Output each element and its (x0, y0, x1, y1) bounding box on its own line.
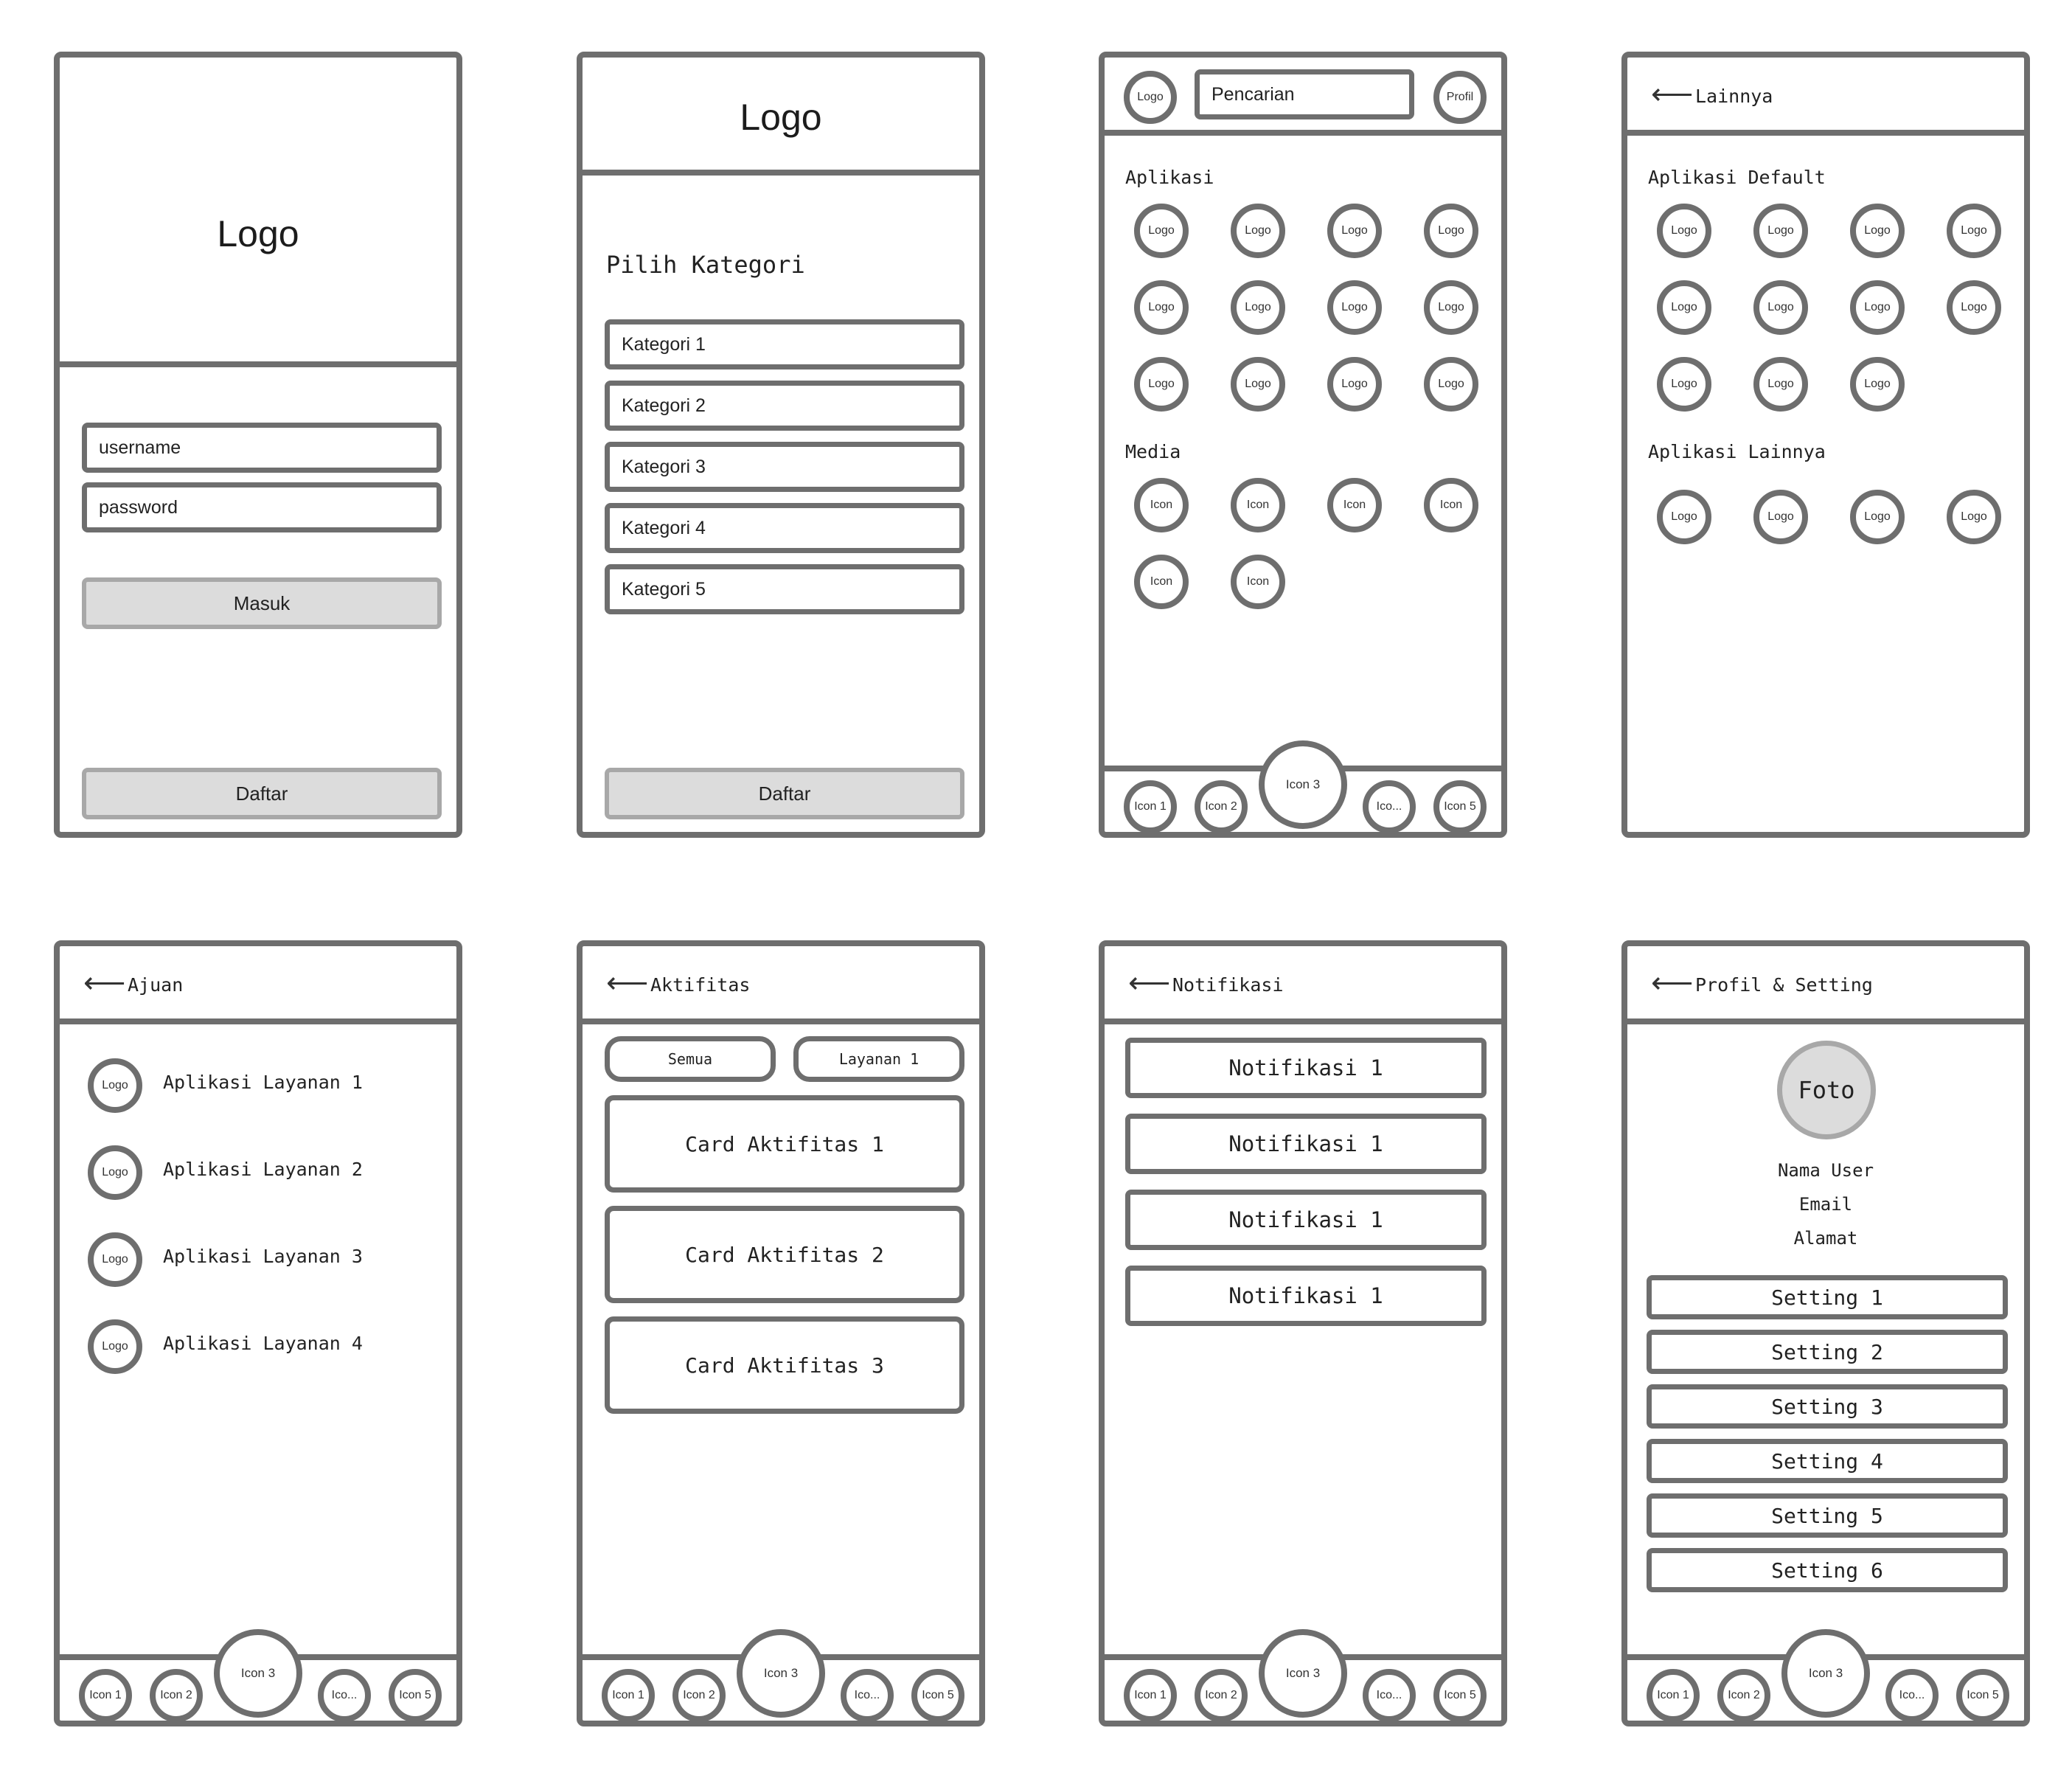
app-logo-icon[interactable]: Logo (1753, 490, 1808, 544)
app-logo-icon[interactable]: Logo (1134, 357, 1189, 412)
app-logo: Logo (217, 213, 299, 254)
profile-screen (1621, 940, 2030, 1726)
setting-label: Setting 1 (1771, 1285, 1883, 1310)
app-logo-icon[interactable]: Logo (1327, 357, 1382, 412)
category-label: Kategori 3 (622, 456, 706, 477)
nav-icon-5[interactable]: Icon 5 (1956, 1669, 2009, 1722)
filter-service-chip[interactable] (793, 1036, 964, 1082)
page-title: Lainnya (1695, 86, 1773, 107)
setting-label: Setting 6 (1771, 1558, 1883, 1583)
nav-icon-1[interactable]: Icon 1 (79, 1669, 132, 1722)
filter-service-label: Layanan 1 (838, 1050, 919, 1068)
nav-icon-5[interactable]: Icon 5 (911, 1669, 964, 1722)
filter-all-label: Semua (667, 1050, 713, 1068)
nav-icon-2[interactable]: Icon 2 (1195, 780, 1248, 833)
nav-icon-2[interactable]: Icon 2 (1717, 1669, 1770, 1722)
category-item-5[interactable] (605, 564, 964, 614)
category-item-2[interactable] (605, 381, 964, 431)
submission-screen (54, 940, 462, 1726)
user-name: Nama User (1777, 1160, 1874, 1181)
app-logo-icon[interactable]: Logo (1850, 204, 1905, 258)
category-label: Kategori 1 (622, 333, 706, 355)
app-logo-icon[interactable]: Logo (1424, 357, 1478, 412)
category-label: Kategori 5 (622, 578, 706, 600)
app-logo-icon[interactable]: Logo (1657, 280, 1711, 335)
nav-icon-1[interactable]: Icon 1 (1124, 780, 1177, 833)
setting-item-5[interactable] (1647, 1493, 2008, 1538)
service-item-4[interactable]: Aplikasi Layanan 4 (163, 1333, 363, 1354)
user-email: Email (1798, 1194, 1853, 1215)
service-logo-icon: Logo (88, 1145, 142, 1200)
back-arrow-icon[interactable]: ⟵ (1128, 967, 1171, 999)
setting-label: Setting 2 (1771, 1339, 1883, 1364)
app-logo-icon[interactable]: Logo (1231, 204, 1285, 258)
setting-item-2[interactable] (1647, 1330, 2008, 1374)
service-item-1[interactable]: Aplikasi Layanan 1 (163, 1072, 363, 1093)
nav-icon-1[interactable]: Icon 1 (1647, 1669, 1700, 1722)
service-item-2[interactable]: Aplikasi Layanan 2 (163, 1159, 363, 1180)
setting-label: Setting 5 (1771, 1503, 1883, 1528)
app-logo-icon[interactable]: Logo (1850, 490, 1905, 544)
nav-icon-5[interactable]: Icon 5 (389, 1669, 442, 1722)
app-logo-icon[interactable]: Logo (1850, 280, 1905, 335)
nav-icon-4[interactable]: Ico... (1885, 1669, 1939, 1722)
activity-card-1[interactable] (605, 1095, 964, 1193)
app-logo-icon[interactable]: Logo (1231, 357, 1285, 412)
service-logo-icon: Logo (88, 1058, 142, 1113)
nav-icon-4[interactable]: Ico... (1363, 780, 1416, 833)
other-apps-title: Aplikasi Lainnya (1648, 441, 1826, 462)
avatar-label: Foto (1798, 1076, 1855, 1104)
setting-label: Setting 4 (1771, 1448, 1883, 1474)
app-logo-icon[interactable]: Logo (1753, 204, 1808, 258)
page-title: Aktifitas (650, 974, 751, 996)
back-arrow-icon[interactable]: ⟵ (606, 967, 649, 999)
setting-item-1[interactable] (1647, 1275, 2008, 1319)
app-logo-icon[interactable]: Logo (1327, 280, 1382, 335)
nav-icon-4[interactable]: Ico... (318, 1669, 371, 1722)
category-item-3[interactable] (605, 442, 964, 492)
service-logo-icon: Logo (88, 1232, 142, 1287)
search-input[interactable] (1195, 69, 1414, 119)
nav-icon-2[interactable]: Icon 2 (150, 1669, 203, 1722)
nav-icon-1[interactable]: Icon 1 (602, 1669, 655, 1722)
app-logo-icon[interactable]: Logo (1850, 357, 1905, 412)
service-logo-icon: Logo (88, 1319, 142, 1374)
notification-label: Notifikasi 1 (1228, 1207, 1383, 1232)
header-divider (60, 1018, 456, 1024)
setting-item-6[interactable] (1647, 1548, 2008, 1592)
app-logo-icon[interactable]: Logo (1424, 204, 1478, 258)
category-label: Kategori 2 (622, 395, 706, 416)
page-title: Ajuan (128, 974, 184, 996)
more-screen (1621, 52, 2030, 838)
notification-screen (1099, 940, 1507, 1726)
media-icon[interactable]: Icon (1231, 555, 1285, 609)
app-logo-icon[interactable]: Logo (1327, 204, 1382, 258)
back-arrow-icon[interactable]: ⟵ (83, 967, 126, 999)
logo-icon: Logo (1124, 71, 1177, 124)
home-screen (1099, 52, 1507, 838)
app-logo-icon[interactable]: Logo (1753, 280, 1808, 335)
search-placeholder: Pencarian (1211, 83, 1295, 105)
nav-icon-3[interactable]: Icon 3 (214, 1629, 302, 1718)
header-divider (1627, 130, 2024, 136)
activity-card-3[interactable] (605, 1316, 964, 1414)
notification-label: Notifikasi 1 (1228, 1055, 1383, 1080)
header-divider (60, 361, 456, 367)
apps-section-title: Aplikasi (1125, 167, 1214, 188)
nav-icon-1[interactable]: Icon 1 (1124, 1669, 1177, 1722)
nav-icon-3[interactable]: Icon 3 (1781, 1629, 1870, 1718)
username-placeholder: username (99, 437, 181, 458)
setting-item-4[interactable] (1647, 1439, 2008, 1483)
nav-icon-2[interactable]: Icon 2 (672, 1669, 726, 1722)
notification-item-1[interactable] (1125, 1038, 1487, 1098)
avatar[interactable] (1777, 1041, 1876, 1139)
category-item-4[interactable] (605, 503, 964, 553)
app-logo-icon[interactable]: Logo (1753, 357, 1808, 412)
setting-item-3[interactable] (1647, 1384, 2008, 1429)
app-logo-icon[interactable]: Logo (1947, 280, 2001, 335)
header-divider (1627, 1018, 2024, 1024)
app-logo-icon[interactable]: Logo (1134, 204, 1189, 258)
notification-label: Notifikasi 1 (1228, 1131, 1383, 1156)
app-logo-icon[interactable]: Logo (1947, 204, 2001, 258)
activity-card-label: Card Aktifitas 2 (685, 1242, 884, 1267)
nav-icon-2[interactable]: Icon 2 (1195, 1669, 1248, 1722)
register-button[interactable]: Daftar (605, 768, 964, 819)
nav-icon-5[interactable]: Icon 5 (1433, 1669, 1487, 1722)
username-input[interactable] (82, 423, 442, 473)
register-button[interactable]: Daftar (82, 768, 442, 819)
app-logo-icon[interactable]: Logo (1657, 357, 1711, 412)
app-logo-icon[interactable]: Logo (1231, 280, 1285, 335)
activity-card-label: Card Aktifitas 3 (685, 1353, 884, 1378)
notification-item-2[interactable] (1125, 1114, 1487, 1174)
category-title: Pilih Kategori (606, 251, 805, 279)
app-logo-icon[interactable]: Logo (1657, 490, 1711, 544)
header-divider (1105, 130, 1501, 136)
media-icon[interactable]: Icon (1424, 478, 1478, 532)
activity-card-2[interactable] (605, 1206, 964, 1303)
app-logo-icon[interactable]: Logo (1947, 490, 2001, 544)
password-placeholder: password (99, 496, 178, 518)
notification-item-3[interactable] (1125, 1190, 1487, 1250)
user-address: Alamat (1793, 1228, 1858, 1249)
activity-card-label: Card Aktifitas 1 (685, 1131, 884, 1156)
app-logo-icon[interactable]: Logo (1657, 204, 1711, 258)
nav-icon-3[interactable]: Icon 3 (737, 1629, 825, 1718)
media-icon[interactable]: Icon (1231, 478, 1285, 532)
notification-label: Notifikasi 1 (1228, 1283, 1383, 1308)
media-icon[interactable]: Icon (1134, 555, 1189, 609)
page-title: Profil & Setting (1695, 974, 1873, 996)
header-divider (583, 1018, 979, 1024)
setting-label: Setting 3 (1771, 1394, 1883, 1419)
notification-item-4[interactable] (1125, 1266, 1487, 1326)
header-divider (583, 170, 979, 176)
media-icon[interactable]: Icon (1134, 478, 1189, 532)
back-arrow-icon[interactable]: ⟵ (1651, 967, 1694, 999)
nav-icon-3[interactable]: Icon 3 (1259, 1629, 1347, 1718)
category-label: Kategori 4 (622, 517, 706, 538)
back-arrow-icon[interactable]: ⟵ (1651, 78, 1694, 111)
nav-icon-3[interactable]: Icon 3 (1259, 740, 1347, 829)
profile-icon[interactable]: Profil (1433, 71, 1487, 124)
media-section-title: Media (1125, 441, 1181, 462)
nav-icon-5[interactable]: Icon 5 (1433, 780, 1487, 833)
default-apps-title: Aplikasi Default (1648, 167, 1826, 188)
service-item-3[interactable]: Aplikasi Layanan 3 (163, 1246, 363, 1267)
app-logo-icon[interactable]: Logo (1424, 280, 1478, 335)
page-title: Notifikasi (1172, 974, 1284, 996)
app-logo-icon[interactable]: Logo (1134, 280, 1189, 335)
media-icon[interactable]: Icon (1327, 478, 1382, 532)
activity-screen (577, 940, 985, 1726)
header-divider (1105, 1018, 1501, 1024)
password-input[interactable] (82, 482, 442, 532)
nav-icon-4[interactable]: Ico... (1363, 1669, 1416, 1722)
login-button[interactable]: Masuk (82, 577, 442, 629)
nav-icon-4[interactable]: Ico... (841, 1669, 894, 1722)
app-logo: Logo (740, 97, 822, 138)
login-screen (54, 52, 462, 838)
category-screen (577, 52, 985, 838)
filter-all-chip[interactable] (605, 1036, 776, 1082)
category-item-1[interactable] (605, 319, 964, 369)
